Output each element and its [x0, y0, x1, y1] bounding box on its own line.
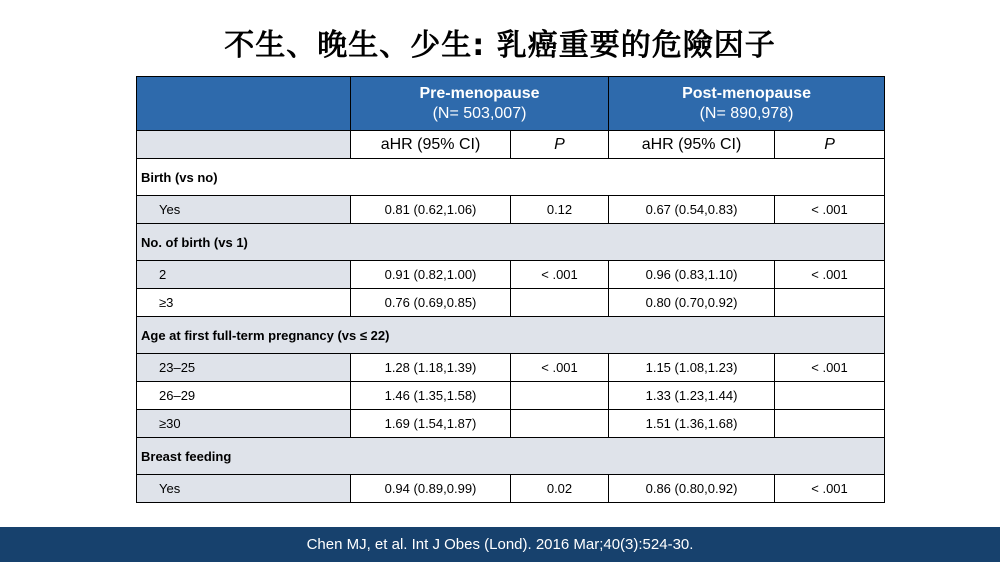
- post-p-cell: [775, 410, 885, 438]
- table-row: [137, 410, 885, 438]
- pre-ahr-cell: 1.69 (1.54,1.87): [351, 410, 511, 438]
- row-label: Yes: [137, 196, 351, 224]
- column-header-post-p: P: [775, 131, 885, 159]
- table-row: [137, 289, 885, 317]
- group-header-post-menopause: [609, 77, 885, 131]
- pre-p-cell: 0.02: [511, 475, 609, 503]
- column-header-pre-p: P: [511, 131, 609, 159]
- pre-p-cell: < .001: [511, 354, 609, 382]
- pre-p-cell: [511, 410, 609, 438]
- section-title: No. of birth (vs 1): [137, 224, 885, 261]
- table-row: [137, 196, 885, 224]
- post-p-cell: < .001: [775, 261, 885, 289]
- table-row: [137, 382, 885, 410]
- group-sample-size: (N= 503,007): [432, 104, 527, 122]
- row-label: ≥30: [137, 410, 351, 438]
- post-p-cell: < .001: [775, 475, 885, 503]
- post-p-cell: [775, 289, 885, 317]
- pre-ahr-cell: 0.76 (0.69,0.85): [351, 289, 511, 317]
- row-label: 23–25: [137, 354, 351, 382]
- column-header-blank: [137, 131, 351, 159]
- pre-p-cell: [511, 289, 609, 317]
- post-p-cell: < .001: [775, 196, 885, 224]
- post-ahr-cell: 0.86 (0.80,0.92): [609, 475, 775, 503]
- table-row: [137, 354, 885, 382]
- pre-p-cell: < .001: [511, 261, 609, 289]
- group-header-row: [137, 77, 885, 131]
- pre-ahr-cell: 0.91 (0.82,1.00): [351, 261, 511, 289]
- post-ahr-cell: 1.15 (1.08,1.23): [609, 354, 775, 382]
- section-row: [137, 317, 885, 354]
- section-title: Breast feeding: [137, 438, 885, 475]
- hazard-ratio-table: [136, 76, 885, 503]
- pre-ahr-cell: 0.94 (0.89,0.99): [351, 475, 511, 503]
- post-ahr-cell: 1.33 (1.23,1.44): [609, 382, 775, 410]
- slide-title: 不生、晚生、少生: 乳癌重要的危險因子: [224, 28, 776, 63]
- post-p-cell: [775, 382, 885, 410]
- section-row: [137, 224, 885, 261]
- row-label: 2: [137, 261, 351, 289]
- post-ahr-cell: 1.51 (1.36,1.68): [609, 410, 775, 438]
- row-label: ≥3: [137, 289, 351, 317]
- citation-footer: Chen MJ, et al. Int J Obes (Lond). 2016 Mar;40(3):524-30.: [0, 527, 1000, 562]
- column-header-row: [137, 131, 885, 159]
- section-title: Age at first full-term pregnancy (vs ≤ 22): [137, 317, 885, 354]
- row-label: 26–29: [137, 382, 351, 410]
- post-ahr-cell: 0.67 (0.54,0.83): [609, 196, 775, 224]
- group-title: Pre-menopause: [419, 84, 540, 102]
- group-sample-size: (N= 890,978): [699, 104, 794, 122]
- pre-ahr-cell: 1.28 (1.18,1.39): [351, 354, 511, 382]
- pre-p-cell: [511, 382, 609, 410]
- pre-ahr-cell: 0.81 (0.62,1.06): [351, 196, 511, 224]
- header-blank-cell: [137, 77, 351, 131]
- post-p-cell: < .001: [775, 354, 885, 382]
- section-row: [137, 438, 885, 475]
- pre-p-cell: 0.12: [511, 196, 609, 224]
- section-title: Birth (vs no): [137, 159, 885, 196]
- pre-ahr-cell: 1.46 (1.35,1.58): [351, 382, 511, 410]
- section-row: [137, 159, 885, 196]
- row-label: Yes: [137, 475, 351, 503]
- table-row: [137, 475, 885, 503]
- post-ahr-cell: 0.80 (0.70,0.92): [609, 289, 775, 317]
- column-header-post-ahr: aHR (95% CI): [609, 131, 775, 159]
- column-header-pre-ahr: aHR (95% CI): [351, 131, 511, 159]
- table-row: [137, 261, 885, 289]
- group-header-pre-menopause: [351, 77, 609, 131]
- post-ahr-cell: 0.96 (0.83,1.10): [609, 261, 775, 289]
- group-title: Post-menopause: [682, 84, 811, 102]
